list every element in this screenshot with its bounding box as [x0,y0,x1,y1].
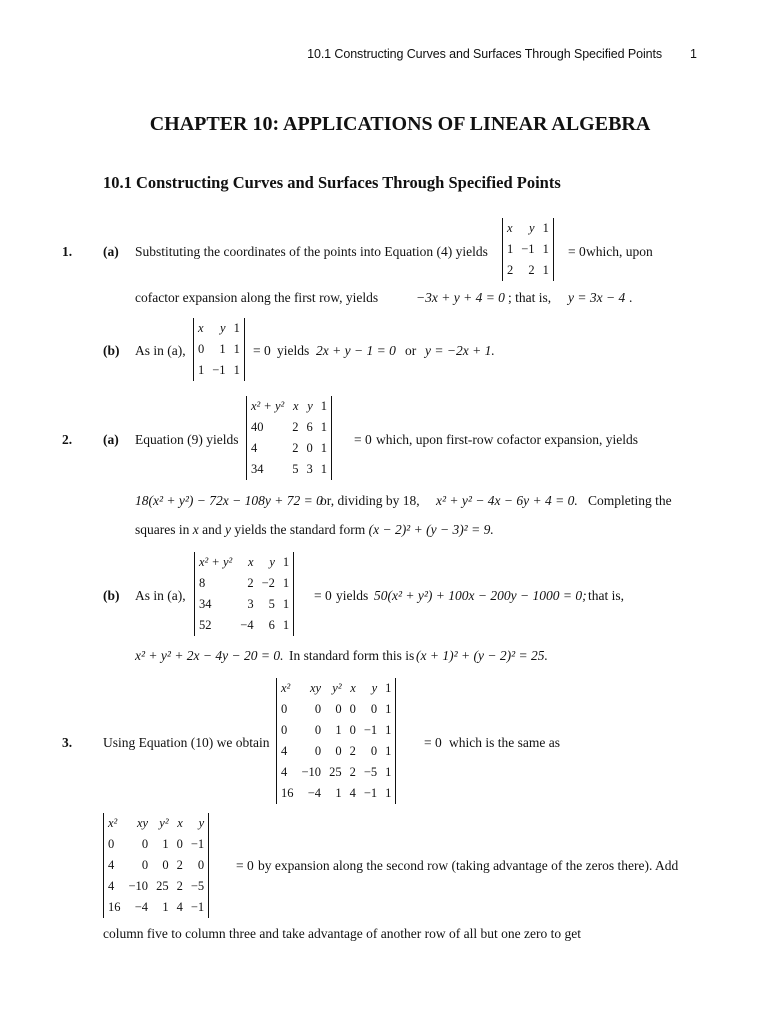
matrix-cell: 16 [281,786,294,800]
problem-1a-sep: ; that is, [508,290,552,305]
matrix-cell: 4 [176,900,183,914]
matrix-cell: 0 [306,441,313,455]
equals-zero: = 0 [314,588,332,603]
problem-3-after: which is the same as [449,735,560,750]
matrix-cell: 0 [162,858,169,872]
matrix-row [507,260,549,281]
matrix-cell: 0 [281,723,288,737]
problem-1b-result2: y = −2x + 1. [425,343,495,358]
matrix-cell: 0 [370,702,378,716]
matrix-cell: y [371,681,378,695]
matrix-cell: xy [309,681,322,695]
determinant-2a [246,396,332,480]
matrix-row [198,318,240,339]
matrix-cell: 1 [162,900,169,914]
matrix-cell: 1 [320,399,328,413]
problem-1a-result1: −3x + y + 4 = 0 [416,290,505,305]
matrix-cell: 0 [349,723,356,737]
matrix-cell: x² + y² [251,399,285,413]
matrix-cell: 2 [507,263,514,277]
matrix-cell: −5 [190,879,205,893]
matrix-cell: 4 [108,858,115,872]
equals-zero: = 0 [253,343,271,358]
matrix-row [198,360,240,381]
matrix-cell: −4 [134,900,149,914]
determinant-2b [194,552,294,636]
matrix-cell: 0 [176,837,183,851]
matrix-cell: 1 [385,786,392,800]
matrix-cell: 0 [314,702,322,716]
standard-form-1: (x − 2)² + (y − 3)² = 9. [368,522,494,537]
matrix-cell: 0 [281,702,288,716]
matrix-cell: 1 [198,363,205,377]
matrix-cell: 1 [385,702,392,716]
matrix-row [199,552,289,573]
problem-3-last-line: column five to column three and take advantage of another row of all but one zero to get [103,926,581,941]
matrix-cell: 1 [233,321,240,335]
var-y: y [225,522,231,537]
matrix-cell: 1 [282,576,290,590]
problem-2a-eq1: 18(x² + y²) − 72x − 108y + 72 = 0 [135,493,323,508]
matrix-row [251,459,327,480]
matrix-cell: y [220,321,226,335]
page-number: 1 [690,47,697,61]
problem-2a-after: which, upon first-row cofactor expansion, yields [376,432,639,447]
equals-zero: = 0 [354,432,372,447]
matrix-cell: −1 [212,363,226,377]
problem-1b-text: As in (a), [135,343,186,358]
problem-2a-eq2: x² + y² − 4x − 6y + 4 = 0. [436,493,578,508]
matrix-row [199,573,289,594]
problem-1b-label: (b) [103,343,120,358]
matrix-row [108,876,204,897]
matrix-cell: 1 [542,221,549,235]
matrix-cell: 3 [306,462,313,476]
matrix-cell: 2 [176,879,183,893]
section-title: 10.1 Constructing Curves and Surfaces Through Specified Points [103,173,561,192]
matrix-row [281,720,391,741]
matrix-cell: xy [136,816,149,830]
matrix-cell: 2 [528,263,535,277]
matrix-row [108,834,204,855]
matrix-cell: 0 [108,837,115,851]
matrix-cell: 34 [251,462,264,476]
matrix-cell: −4 [240,618,254,632]
matrix-cell: 3 [247,597,254,611]
matrix-cell: 1 [385,744,392,758]
matrix-cell: x [248,555,254,569]
determinant-3-grid [281,678,391,804]
matrix-cell: x² [281,681,291,695]
matrix-cell: 4 [349,786,356,800]
line3-text2: yields the standard form [234,522,366,537]
matrix-row [251,417,327,438]
matrix-row [199,594,289,615]
problem-2b-result: 50(x² + y²) + 100x − 200y − 1000 = 0; [374,588,587,603]
determinant-2b-grid [199,552,289,636]
matrix-cell: y [307,399,313,413]
matrix-cell: 4 [281,765,288,779]
matrix-cell: 5 [292,462,299,476]
matrix-cell: 52 [199,618,212,632]
matrix-cell: 4 [251,441,258,455]
matrix-cell: 0 [314,723,322,737]
matrix-cell: −1 [521,242,535,256]
matrix-cell: 1 [162,837,169,851]
matrix-cell: 4 [281,744,288,758]
matrix-cell: −4 [307,786,322,800]
matrix-row [251,438,327,459]
matrix-cell: 1 [542,263,549,277]
matrix-cell: x [507,221,513,235]
matrix-cell: 16 [108,900,121,914]
matrix-cell: 25 [329,765,342,779]
equals-zero: = 0 [568,244,586,259]
matrix-cell: 6 [306,420,313,434]
matrix-cell: 1 [385,681,392,695]
matrix-cell: x [292,399,299,413]
problem-1a-after: which, upon [586,244,653,259]
matrix-cell: 40 [251,420,264,434]
matrix-cell: 6 [268,618,275,632]
matrix-cell: 1 [282,597,290,611]
matrix-cell: −10 [128,879,149,893]
matrix-cell: 0 [141,858,149,872]
matrix-cell: y² [332,681,342,695]
problem-2b-after: yields [336,588,369,603]
problem-2a-line3 [135,522,494,538]
determinant-1b [193,318,245,381]
matrix-cell: x [350,681,356,695]
matrix-cell: x [177,816,183,830]
matrix-cell: −10 [301,765,322,779]
matrix-cell: 34 [199,597,212,611]
matrix-cell: x² + y² [199,555,233,569]
problem-2a-text2: or, dividing by 18, [320,493,420,508]
matrix-cell: y² [159,816,169,830]
matrix-cell: 8 [199,576,206,590]
matrix-cell: y [198,816,205,830]
matrix-cell: −2 [261,576,275,590]
matrix-cell: 0 [349,702,356,716]
matrix-cell: 2 [292,420,299,434]
matrix-cell: 2 [247,576,254,590]
matrix-cell: −1 [363,723,378,737]
var-x: x [192,522,199,537]
matrix-cell: 0 [198,342,205,356]
matrix-row [281,678,391,699]
matrix-cell: 1 [320,420,328,434]
determinant-3 [276,678,396,804]
problem-1a-result2: y = 3x − 4 [568,290,626,305]
problem-1a-label: (a) [103,244,119,259]
matrix-cell: 1 [542,242,549,256]
matrix-cell: 1 [507,242,514,256]
matrix-row [281,741,391,762]
equals-zero: = 0 [424,735,442,750]
matrix-cell: 1 [282,618,290,632]
problem-1-number: 1. [62,244,73,259]
problem-1a-line2: cofactor expansion along the first row, yields [135,290,379,305]
matrix-cell: 2 [292,441,299,455]
problem-2b-thatis: that is, [588,588,624,603]
matrix-cell: 4 [108,879,115,893]
matrix-cell: −1 [363,786,378,800]
matrix-cell: 1 [320,441,328,455]
line3-text: squares in [135,522,190,537]
matrix-cell: 0 [335,702,342,716]
matrix-row [108,855,204,876]
matrix-cell: 1 [320,462,328,476]
problem-1b-or: or [405,343,417,358]
line3-and: and [202,522,222,537]
matrix-cell: 1 [335,723,342,737]
matrix-cell: 0 [335,744,342,758]
problem-2a-label: (a) [103,432,119,447]
determinant-3b-grid [108,813,204,918]
matrix-cell: 5 [268,597,275,611]
matrix-cell: x² [108,816,118,830]
matrix-cell: 2 [176,858,183,872]
matrix-cell: y [269,555,275,569]
problem-2b-eq: x² + y² + 2x − 4y − 20 = 0. [135,648,284,663]
determinant-1a [502,218,554,281]
determinant-2a-grid [251,396,327,480]
matrix-row [281,699,391,720]
running-header: 10.1 Constructing Curves and Surfaces Through Specified Points [307,47,662,61]
matrix-cell: −1 [190,900,205,914]
matrix-cell: 1 [385,765,392,779]
determinant-1a-grid [507,218,549,281]
matrix-cell: 0 [141,837,149,851]
matrix-cell: 0 [370,744,378,758]
matrix-cell: −5 [363,765,378,779]
matrix-cell: 1 [233,363,240,377]
matrix-cell: 1 [335,786,342,800]
matrix-cell: 2 [349,765,356,779]
problem-1b-result1: 2x + y − 1 = 0 [316,343,396,358]
matrix-cell: 25 [156,879,169,893]
matrix-cell: 0 [197,858,205,872]
problem-2a-text: Equation (9) yields [135,432,239,447]
matrix-cell: 2 [349,744,356,758]
matrix-row [281,762,391,783]
matrix-row [108,813,204,834]
problem-1b-after: yields [277,343,310,358]
matrix-cell: 1 [282,555,290,569]
problem-1a-text: Substituting the coordinates of the points into Equation (4) yields [135,244,488,259]
matrix-row [507,239,549,260]
matrix-row [507,218,549,239]
problem-3-number: 3. [62,735,73,750]
problem-3-after2: by expansion along the second row (taking advantage of the zeros there). Add [258,858,679,873]
matrix-row [108,897,204,918]
matrix-row [198,339,240,360]
matrix-row [251,396,327,417]
matrix-cell: 1 [219,342,226,356]
matrix-row [199,615,289,636]
equals-zero: = 0 [236,858,254,873]
problem-2a-text3: Completing the [588,493,672,508]
matrix-cell: −1 [190,837,205,851]
standard-form-2: (x + 1)² + (y − 2)² = 25. [416,648,548,663]
problem-2-number: 2. [62,432,73,447]
determinant-3b [103,813,209,918]
problem-1a-end: . [629,290,633,305]
chapter-title: CHAPTER 10: APPLICATIONS OF LINEAR ALGEBRA [149,113,651,135]
matrix-cell: x [198,321,204,335]
matrix-cell: 1 [385,723,392,737]
matrix-cell: 1 [233,342,240,356]
problem-2b-text2: In standard form this is [289,648,415,663]
matrix-row [281,783,391,804]
problem-3-text: Using Equation (10) we obtain [103,735,270,750]
matrix-cell: y [529,221,535,235]
determinant-1b-grid [198,318,240,381]
problem-2b-text: As in (a), [135,588,186,603]
problem-2b-label: (b) [103,588,120,603]
matrix-cell: 0 [314,744,322,758]
